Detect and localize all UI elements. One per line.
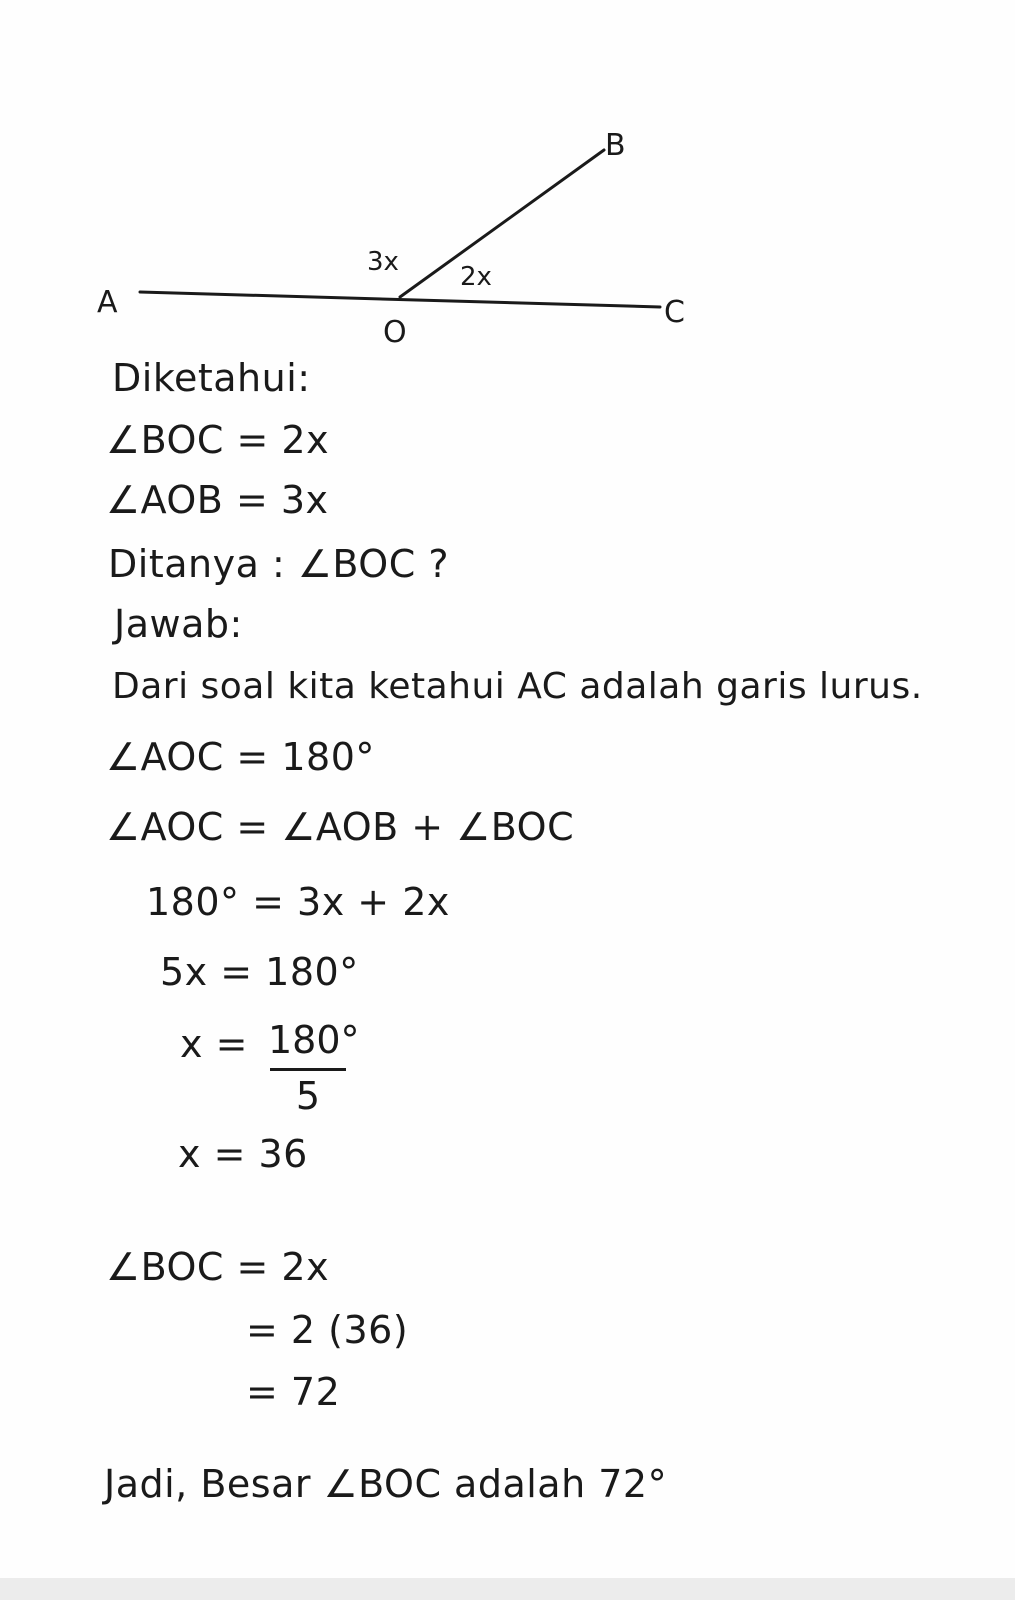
given-aob: ∠AOB = 3x (106, 478, 329, 522)
step-aoc-180: ∠AOC = 180° (106, 735, 375, 779)
line-ac (140, 292, 660, 307)
statement-straight-line: Dari soal kita ketahui AC adalah garis lurus. (112, 666, 923, 707)
heading-diketahui: Diketahui: (112, 356, 311, 400)
step-x-fraction-lhs: x = (180, 1022, 248, 1066)
fraction-numerator: 180° (268, 1018, 360, 1062)
fraction-180-over-5 (268, 1018, 360, 1118)
scan-bottom-edge (0, 1578, 1015, 1600)
conclusion: Jadi, Besar ∠BOC adalah 72° (104, 1462, 668, 1506)
heading-jawab: Jawab: (114, 602, 243, 646)
fraction-denominator: 5 (295, 1074, 321, 1118)
fraction-bar (270, 1068, 346, 1071)
step-substitute: 180° = 3x + 2x (146, 880, 450, 924)
label-point-a: A (97, 285, 118, 320)
label-point-b: B (605, 128, 626, 163)
label-point-o: O (383, 315, 407, 350)
step-boc-72: = 72 (246, 1370, 341, 1414)
step-boc-2x: ∠BOC = 2x (106, 1245, 330, 1289)
step-5x: 5x = 180° (160, 950, 359, 994)
step-boc-2-36: = 2 (36) (246, 1308, 409, 1352)
label-angle-aob: 3x (367, 247, 399, 277)
step-aoc-sum: ∠AOC = ∠AOB + ∠BOC (106, 805, 575, 849)
angle-diagram (0, 0, 1015, 360)
given-boc: ∠BOC = 2x (106, 418, 330, 462)
ray-ob (400, 150, 604, 297)
step-x-36: x = 36 (178, 1132, 308, 1176)
label-angle-boc: 2x (460, 262, 492, 292)
label-point-c: C (664, 295, 685, 330)
heading-ditanya: Ditanya : ∠BOC ? (108, 542, 449, 586)
